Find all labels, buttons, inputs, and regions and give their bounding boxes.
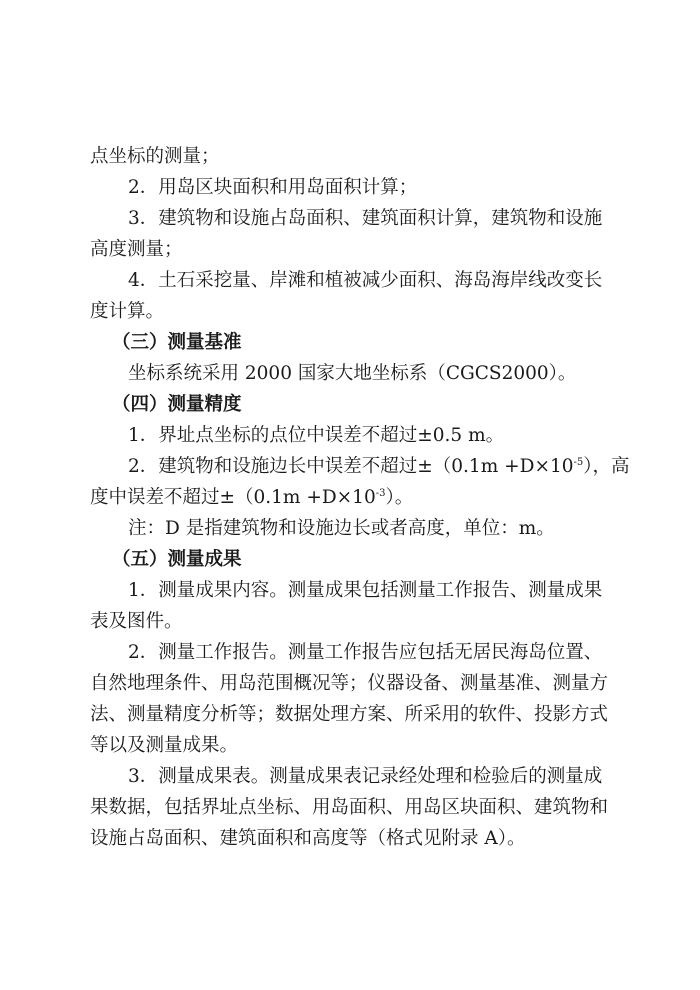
section-heading: （三）测量基准 (112, 332, 242, 353)
text-line: 4．土石采挖量、岸滩和植被减少面积、海岛海岸线改变长 (128, 270, 603, 291)
text-fragment: 2．建筑物和设施边长中误差不超过±（0.1m +D×10 (128, 456, 574, 477)
text-line: 1．测量成果内容。测量成果包括测量工作报告、测量成果 (128, 580, 603, 601)
text-line: 设施占岛面积、建筑面积和高度等（格式见附录 A）。 (90, 828, 526, 849)
text-line: 表及图件。 (90, 611, 183, 632)
text-line-with-superscript (90, 482, 700, 514)
text-line: 等以及测量成果。 (90, 735, 239, 756)
text-line: 2．用岛区块面积和用岛面积计算； (128, 177, 418, 198)
text-line: 坐标系统采用 2000 国家大地坐标系（CGCS2000）。 (128, 363, 577, 384)
text-line: 3．建筑物和设施占岛面积、建筑面积计算，建筑物和设施 (128, 208, 603, 229)
note-line: 注：D 是指建筑物和设施边长或者高度，单位：m。 (128, 518, 555, 539)
text-line: 高度测量； (90, 239, 183, 260)
text-line-with-superscript (128, 451, 700, 483)
text-fragment: 度中误差不超过±（0.1m +D×10 (90, 487, 376, 508)
text-line: 法、测量精度分析等；数据处理方案、所采用的软件、投影方式 (90, 704, 609, 725)
text-line: 自然地理条件、用岛范围概况等；仪器设备、测量基准、测量方 (90, 673, 609, 694)
text-line: 3．测量成果表。测量成果表记录经处理和检验后的测量成 (128, 766, 603, 787)
section-heading: （四）测量精度 (112, 394, 242, 415)
text-line: 点坐标的测量； (90, 146, 220, 167)
text-line: 2．测量工作报告。测量工作报告应包括无居民海岛位置、 (128, 642, 603, 663)
text-fragment: ），高 (583, 456, 630, 477)
text-line: 果数据，包括界址点坐标、用岛面积、用岛区块面积、建筑物和 (90, 797, 609, 818)
text-fragment: ）。 (385, 487, 414, 508)
superscript: -3 (375, 487, 386, 499)
superscript: -5 (573, 456, 584, 468)
text-line: 度计算。 (90, 301, 165, 322)
text-line: 1．界址点坐标的点位中误差不超过±0.5 m。 (128, 425, 505, 446)
section-heading: （五）测量成果 (112, 549, 242, 570)
